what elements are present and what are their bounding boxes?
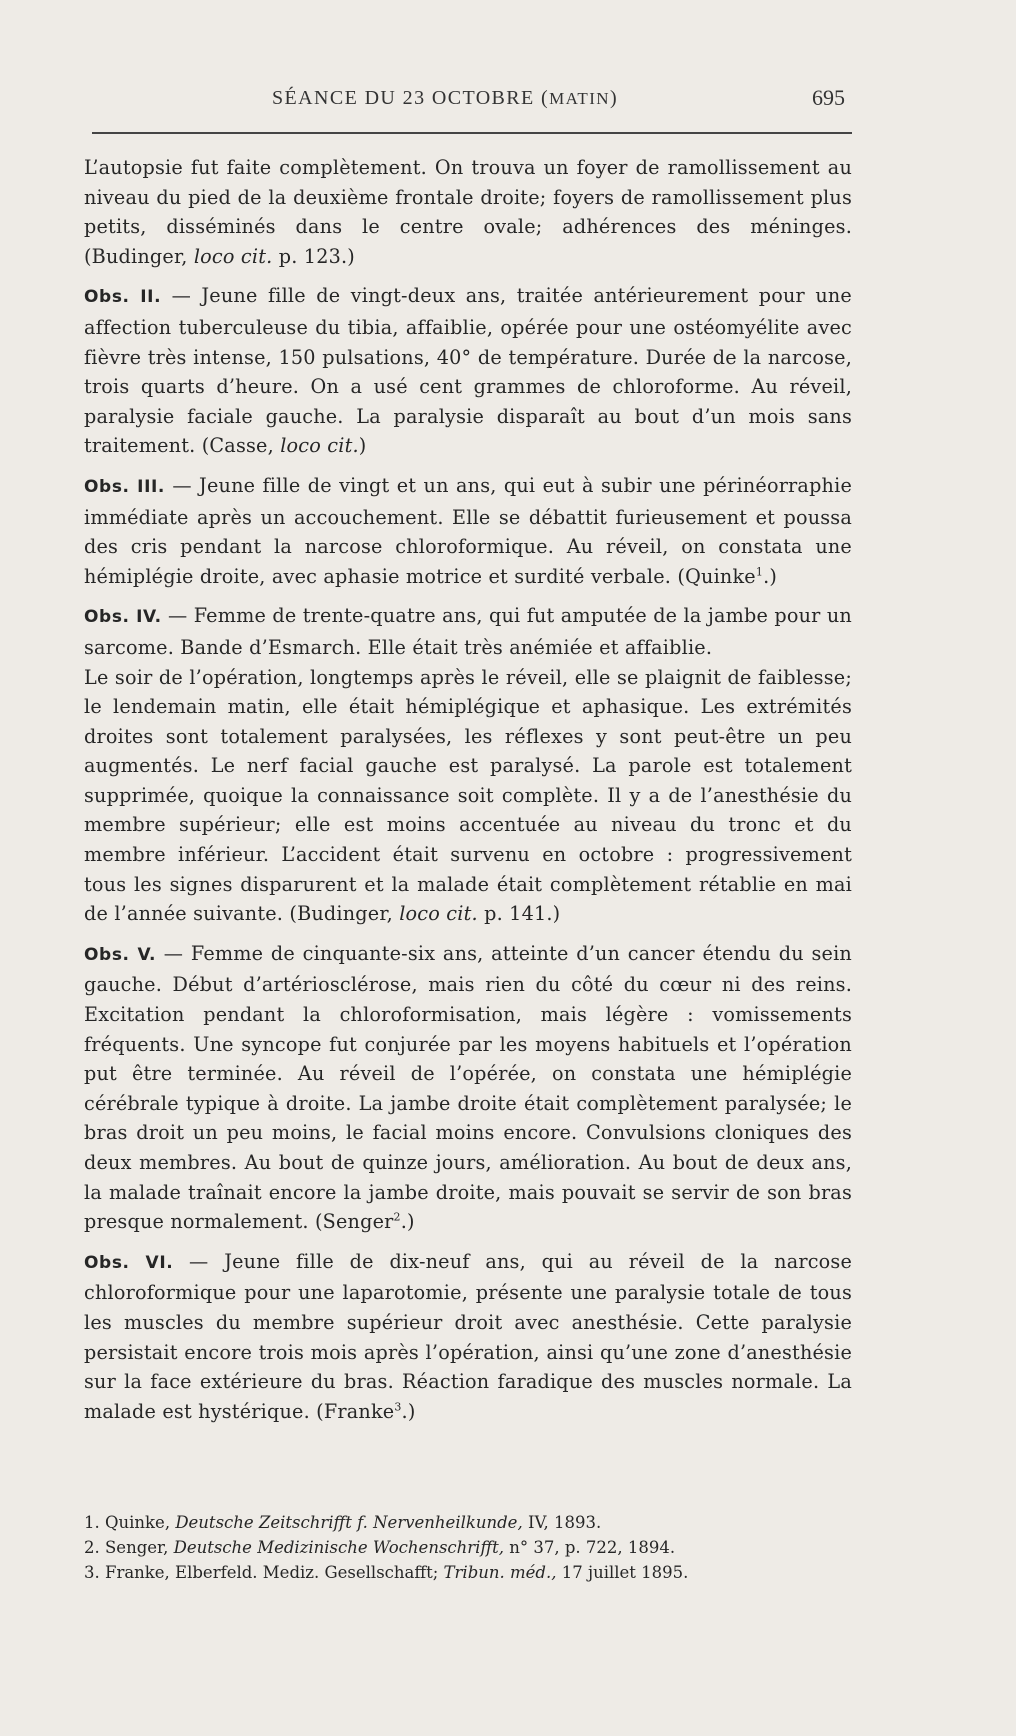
footnote-2-number: 2. xyxy=(84,1538,100,1557)
observation-4-text: — Femme de trente-quatre ans, qui fut amputée de la jambe pour un sarcome. Bande d’Esmarch. Elle était très anémiée et affaiblie. xyxy=(84,604,852,659)
observation-4-continued xyxy=(84,663,852,929)
footnote-2-journal: Deutsche Medizinische Wochenschrifft, xyxy=(173,1538,505,1557)
observation-3-text: — Jeune fille de vingt et un ans, qui eut à subir une périnéorraphie immédiate après un accouchement. Elle se débattit furieusement et poussa des cris pendant la narcose chloroformique. Au réveil, on constata une hémiplégie droite, avec aphasie motrice et surdité verbale. (Quinke xyxy=(84,473,853,588)
running-head-title-smallcaps: MATIN xyxy=(549,89,610,108)
footnote-1-author: Quinke, xyxy=(99,1513,176,1532)
footnote-3-author: Franke, Elberfeld. Mediz. Gesellschafft; xyxy=(99,1563,444,1582)
citation-italic: loco cit. xyxy=(280,434,359,458)
footnote-2-author: Senger, xyxy=(99,1538,174,1557)
footnote-2-details: n° 37, p. 722, 1894. xyxy=(504,1538,676,1557)
observation-5-label: Obs. V. xyxy=(84,944,157,965)
observation-5-end: .) xyxy=(400,1210,415,1234)
footnote-ref-2: 2 xyxy=(393,1210,401,1224)
observation-3-end: .) xyxy=(763,564,778,588)
paragraph-autopsy xyxy=(84,153,852,271)
running-head-title-prefix: SÉANCE DU 23 OCTOBRE ( xyxy=(272,87,550,109)
footnote-ref-1: 1 xyxy=(755,565,764,579)
observation-3-label: Obs. III. xyxy=(84,476,165,497)
paragraph-autopsy-text: L’autopsie fut faite complètement. On trouva un foyer de ramollissement au niveau du pied de la deuxième frontale droite; foyers de ramollissement plus petits, disséminés dans le centre ovale; adhérences des méninges. (Budinger, xyxy=(84,156,852,268)
observation-6 xyxy=(84,1247,852,1427)
footnote-1 xyxy=(84,1510,852,1535)
body-text xyxy=(84,153,852,1426)
footnote-2 xyxy=(84,1535,852,1560)
page-number: 695 xyxy=(812,85,845,110)
footnote-1-journal: Deutsche Zeitschrifft f. Nervenheilkunde, xyxy=(175,1513,523,1532)
footnotes xyxy=(84,1510,852,1585)
running-head-title xyxy=(272,87,618,110)
observation-6-text: — Jeune fille de dix-neuf ans, qui au réveil de la narcose chloroformique pour une laparotomie, présente une paralysie totale de tous les muscles du membre supérieur droit avec anesthésie. Cette paralysie persistait encore trois mois après l’opération, ainsi qu’une zone d’anesthésie sur la face extérieure du bras. Réaction faradique des muscles normale. La malade est hystérique. (Franke xyxy=(84,1249,853,1423)
citation-italic: loco cit. xyxy=(193,244,273,268)
footnote-ref-3: 3 xyxy=(394,1400,402,1414)
observation-2-label: Obs. II. xyxy=(84,287,162,308)
citation-italic: loco cit. xyxy=(399,902,478,926)
paragraph-autopsy-end: p. 123.) xyxy=(272,244,355,268)
footnote-3-number: 3. xyxy=(84,1563,100,1582)
observation-2 xyxy=(84,281,852,461)
observation-2-text: — Jeune fille de vingt-deux ans, traitée antérieurement pour une affection tuberculeuse du tibia, affaiblie, opérée pour une ostéomyélite avec fièvre très intense, 150 pulsations, 40° de température. Durée de la narcose, trois quarts d’heure. On a usé cent grammes de chloroforme. Au réveil, paralysie faciale gauche. La paralysie disparaît au bout d’un mois sans traitement. (Casse, xyxy=(84,284,852,458)
footnote-1-number: 1. xyxy=(84,1513,100,1532)
running-head xyxy=(0,87,1016,117)
observation-4 xyxy=(84,601,852,662)
running-head-title-suffix: ) xyxy=(609,87,619,109)
observation-6-end: .) xyxy=(401,1399,416,1423)
observation-4-label: Obs. IV. xyxy=(84,607,162,628)
footnote-1-details: IV, 1893. xyxy=(522,1513,602,1532)
footnote-3-journal: Tribun. méd., xyxy=(443,1563,557,1582)
observation-5-text: — Femme de cinquante-six ans, atteinte d’un cancer étendu du sein gauche. Début d’artériosclérose, mais rien du côté du cœur ni des reins. Excitation pendant la chloroformisation, mais légère : vomissements fréquents. Une syncope fut conjurée par les moyens habituels et l’opération put être terminée. Au réveil de l’opérée, on constata une hémiplégie cérébrale typique à droite. La jambe droite était complètement paralysée; le bras droit un peu moins, le facial moins encore. Convulsions cloniques des deux membres. Au bout de quinze jours, amélioration. Au bout de deux ans, la malade traînait encore la jambe droite, mais pouvait se servir de son bras presque normalement. (Senger xyxy=(84,941,852,1234)
footnote-3 xyxy=(84,1560,852,1585)
observation-4-continued-end: p. 141.) xyxy=(477,902,561,926)
observation-6-label: Obs. VI. xyxy=(84,1252,174,1273)
footnote-3-details: 17 juillet 1895. xyxy=(556,1563,689,1582)
observation-2-end: ) xyxy=(358,434,367,458)
observation-5 xyxy=(84,939,852,1237)
header-rule xyxy=(92,132,852,134)
observation-4-continued-text: Le soir de l’opération, longtemps après le réveil, elle se plaignit de faiblesse; le lendemain matin, elle était hémiplégique et aphasique. Les extrémités droites sont totalement paralysées, les réflexes y sont peut-être un peu augmentés. Le nerf facial gauche est paralysé. La parole est totalement supprimée, quoique la connaissance soit complète. Il y a de l’anesthésie du membre supérieur; elle est moins accentuée au niveau du tronc et du membre inférieur. L’accident était survenu en octobre : progressivement tous les signes disparurent et la malade était complètement rétablie en mai de l’année suivante. (Budinger, xyxy=(84,665,852,926)
observation-3 xyxy=(84,471,852,591)
